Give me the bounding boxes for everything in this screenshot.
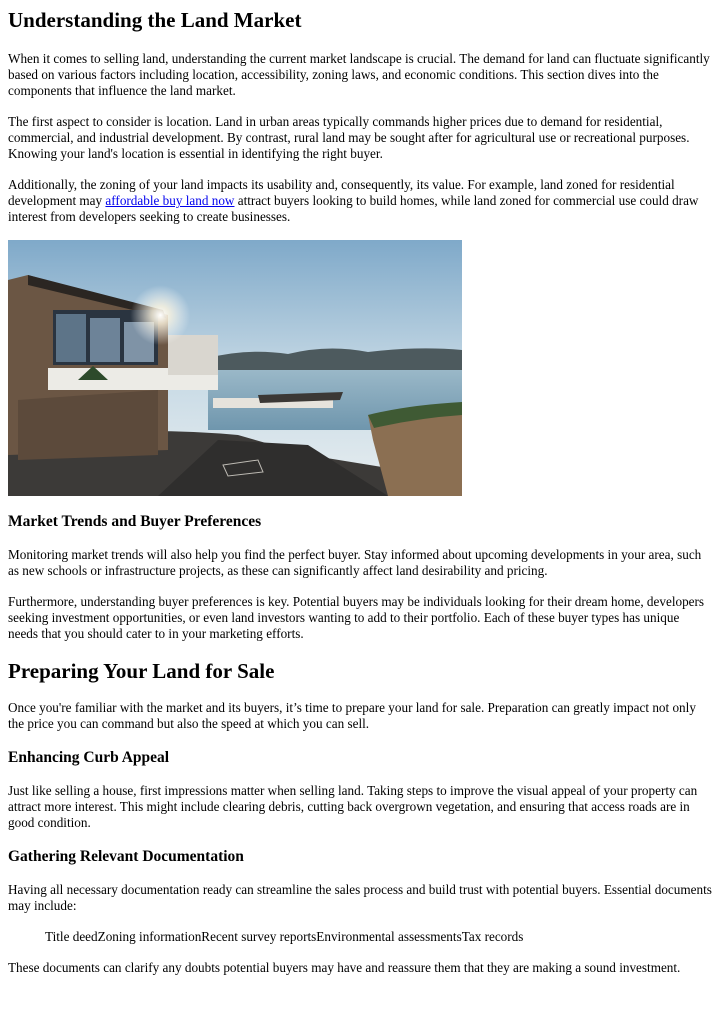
documentation-paragraph: Having all necessary documentation ready can streamline the sales process and build trust with potential buyers. Essential documents may include:: [8, 882, 712, 913]
affordable-land-link[interactable]: affordable buy land now: [105, 193, 235, 208]
trends-paragraph: Monitoring market trends will also help you find the perfect buyer. Stay informed about upcoming developments in your area, such as new schools or infrastructure projects, as these can significantly affect land desirability and pricing.: [8, 547, 702, 578]
preparing-paragraph: Once you're familiar with the market and its buyers, it’s time to prepare your land for sale. Preparation can greatly impact not only the price you can command but also the speed at which you can sell.: [8, 700, 696, 731]
zoning-text-after: attract buyers looking to build homes, while land zoned for commercial use could draw interest from developers seeking to create businesses.: [8, 193, 699, 224]
list-item: Tax records: [461, 929, 524, 944]
section-heading-curb-appeal: Enhancing Curb Appeal: [8, 749, 170, 766]
documents-closing-paragraph: These documents can clarify any doubts potential buyers may have and reassure them that they are making a sound investment.: [8, 960, 681, 975]
curb-appeal-paragraph: Just like selling a house, first impressions matter when selling land. Taking steps to improve the visual appeal of your property can attract more interest. This might include clearing debris, cutting back overgrown vegetation, and ensuring that access roads are in good condition.: [8, 783, 698, 830]
section-heading-market-trends: Market Trends and Buyer Preferences: [8, 513, 262, 530]
list-item: Environmental assessments: [316, 929, 462, 944]
list-item: Recent survey reports: [201, 929, 317, 944]
location-paragraph: The first aspect to consider is location. Land in urban areas typically commands higher prices due to demand for residential, commercial, and industrial development. By contrast, rural land may be sought after for agricultural use or recreational purposes. Knowing your land's location is essential in identifying the right buyer.: [8, 114, 690, 161]
section-heading-documentation: Gathering Relevant Documentation: [8, 848, 244, 865]
coastal-villa-photo: [8, 240, 462, 496]
buyer-preferences-paragraph: Furthermore, understanding buyer preferences is key. Potential buyers may be individuals looking for their dream home, developers seeking investment opportunities, or even land investors wanting to add to their portfolio. Each of these buyer types has unique needs that you should cater to in your marketing efforts.: [8, 594, 705, 641]
zoning-paragraph: [8, 177, 712, 225]
section-heading-preparing: Preparing Your Land for Sale: [8, 659, 275, 683]
list-item: Title deed: [45, 929, 98, 944]
documents-list: [8, 929, 712, 945]
zoning-text-before: Additionally, the zoning of your land impacts its usability and, consequently, its value. For example, land zoned for residential development may: [8, 177, 675, 208]
article: [0, 8, 720, 976]
hero-image: [8, 240, 712, 496]
page-title: Understanding the Land Market: [8, 8, 302, 32]
intro-paragraph: When it comes to selling land, understanding the current market landscape is crucial. The demand for land can fluctuate significantly based on various factors including location, accessibility, zoning laws, and economic conditions. This section dives into the components that influence the land market.: [8, 51, 710, 98]
list-item: Zoning information: [97, 929, 202, 944]
